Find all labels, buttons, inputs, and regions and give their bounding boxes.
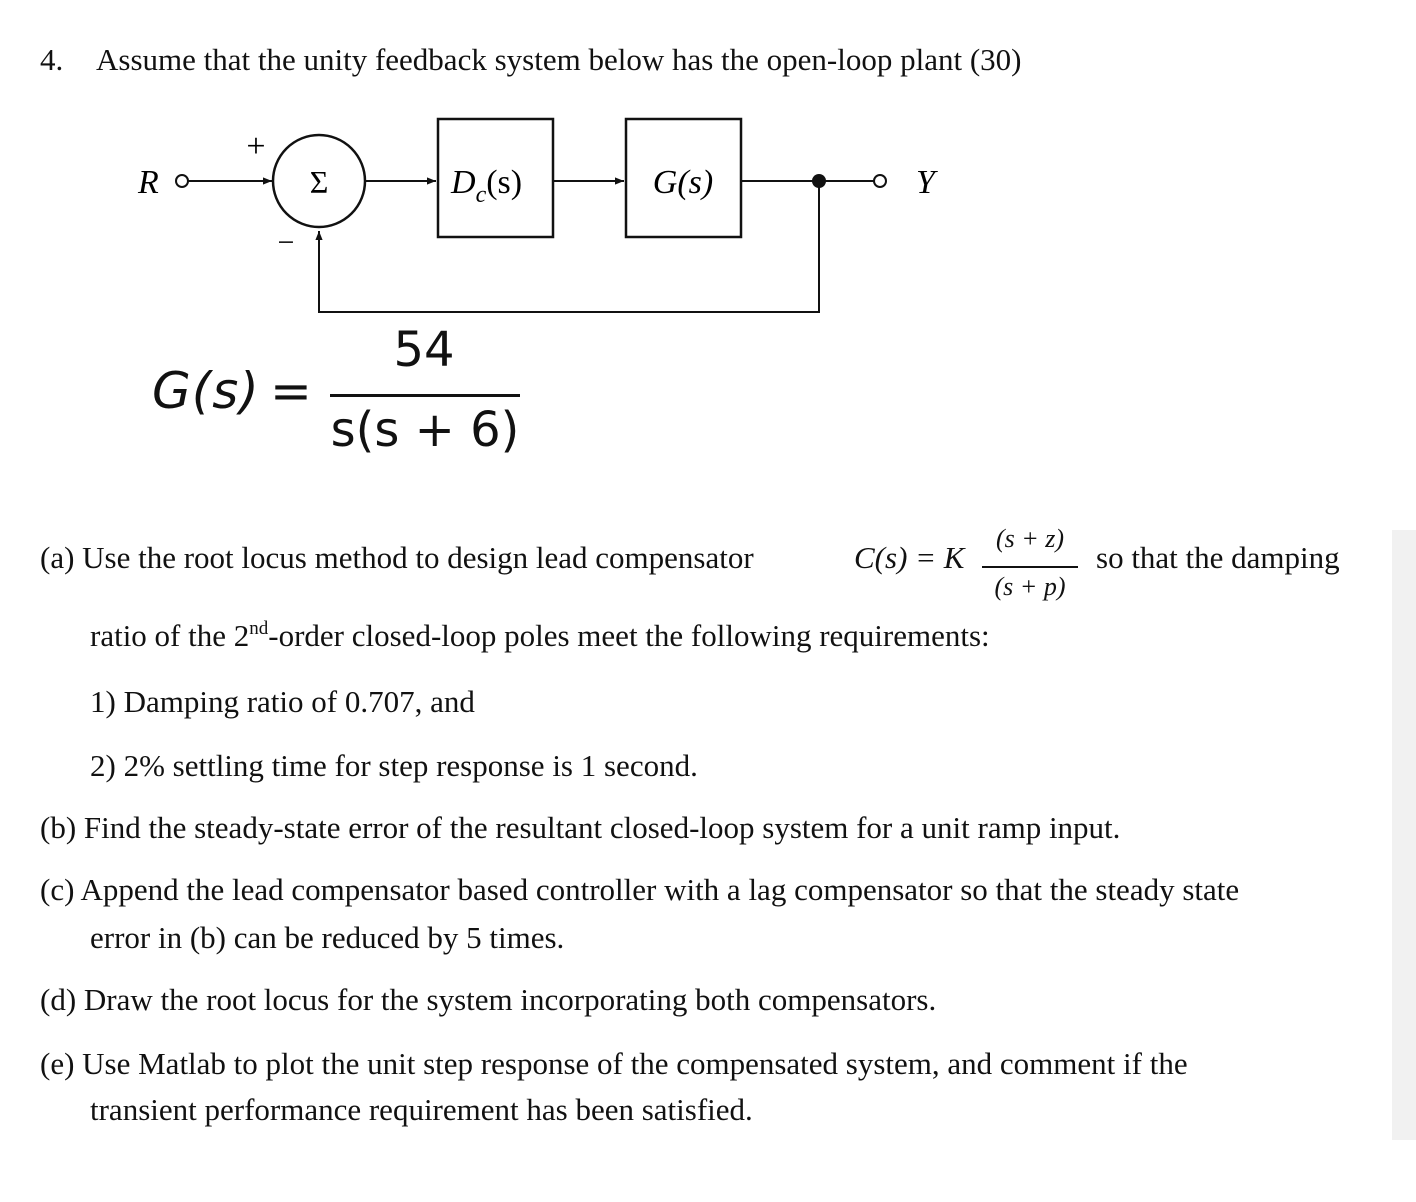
plant-numerator: 54: [393, 322, 455, 378]
question-text: Assume that the unity feedback system below has the open-loop plant (30): [96, 42, 1022, 77]
feedback-path: [319, 181, 819, 312]
part-a-tail: so that the damping: [1096, 540, 1340, 575]
plant-equation-lhs: G(s): [152, 362, 260, 420]
input-label-r: R: [138, 164, 159, 201]
plant-denominator: s(s + 6): [330, 402, 520, 458]
output-terminal: [874, 175, 886, 187]
compensator-numerator: (s + z): [995, 524, 1065, 553]
controller-label: $D_c(s)$: [451, 164, 523, 208]
requirement-2: 2) 2% settling time for step response is 1 second.: [90, 748, 698, 783]
requirement-1: 1) Damping ratio of 0.707, and: [90, 684, 475, 719]
output-label-y: Y: [916, 164, 935, 201]
part-a-line2: ratio of the 2nd-order closed-loop poles meet the following requirements:: [90, 618, 990, 653]
compensator-lhs: C(s) = K: [854, 540, 965, 575]
superscript-nd: nd: [249, 618, 269, 639]
part-c-line2: error in (b) can be reduced by 5 times.: [90, 920, 565, 955]
plus-sign: +: [246, 128, 266, 165]
page-edge-shade: [1392, 530, 1416, 1140]
plant-equation-equals: =: [270, 362, 312, 420]
question-number: 4.: [40, 42, 64, 77]
plant-label: G(s): [652, 164, 714, 201]
compensator-denominator: (s + p): [994, 572, 1066, 601]
part-d: (d) Draw the root locus for the system incorporating both compensators.: [40, 982, 937, 1017]
plant-fraction-bar: [330, 394, 520, 397]
part-a-intro: (a) Use the root locus method to design lead compensator: [40, 540, 754, 575]
minus-sign: −: [277, 226, 295, 259]
part-c-line1: (c) Append the lead compensator based controller with a lag compensator so that the steady state: [40, 872, 1240, 907]
compensator-fraction-bar: [982, 566, 1078, 568]
part-e-line1: (e) Use Matlab to plot the unit step response of the compensated system, and comment if the: [40, 1046, 1188, 1081]
summer-symbol: Σ: [309, 164, 329, 200]
part-b: (b) Find the steady-state error of the resultant closed-loop system for a unit ramp input.: [40, 810, 1121, 845]
part-e-line2: transient performance requirement has been satisfied.: [90, 1092, 753, 1127]
input-terminal: [176, 175, 188, 187]
block-diagram: [0, 0, 1416, 330]
